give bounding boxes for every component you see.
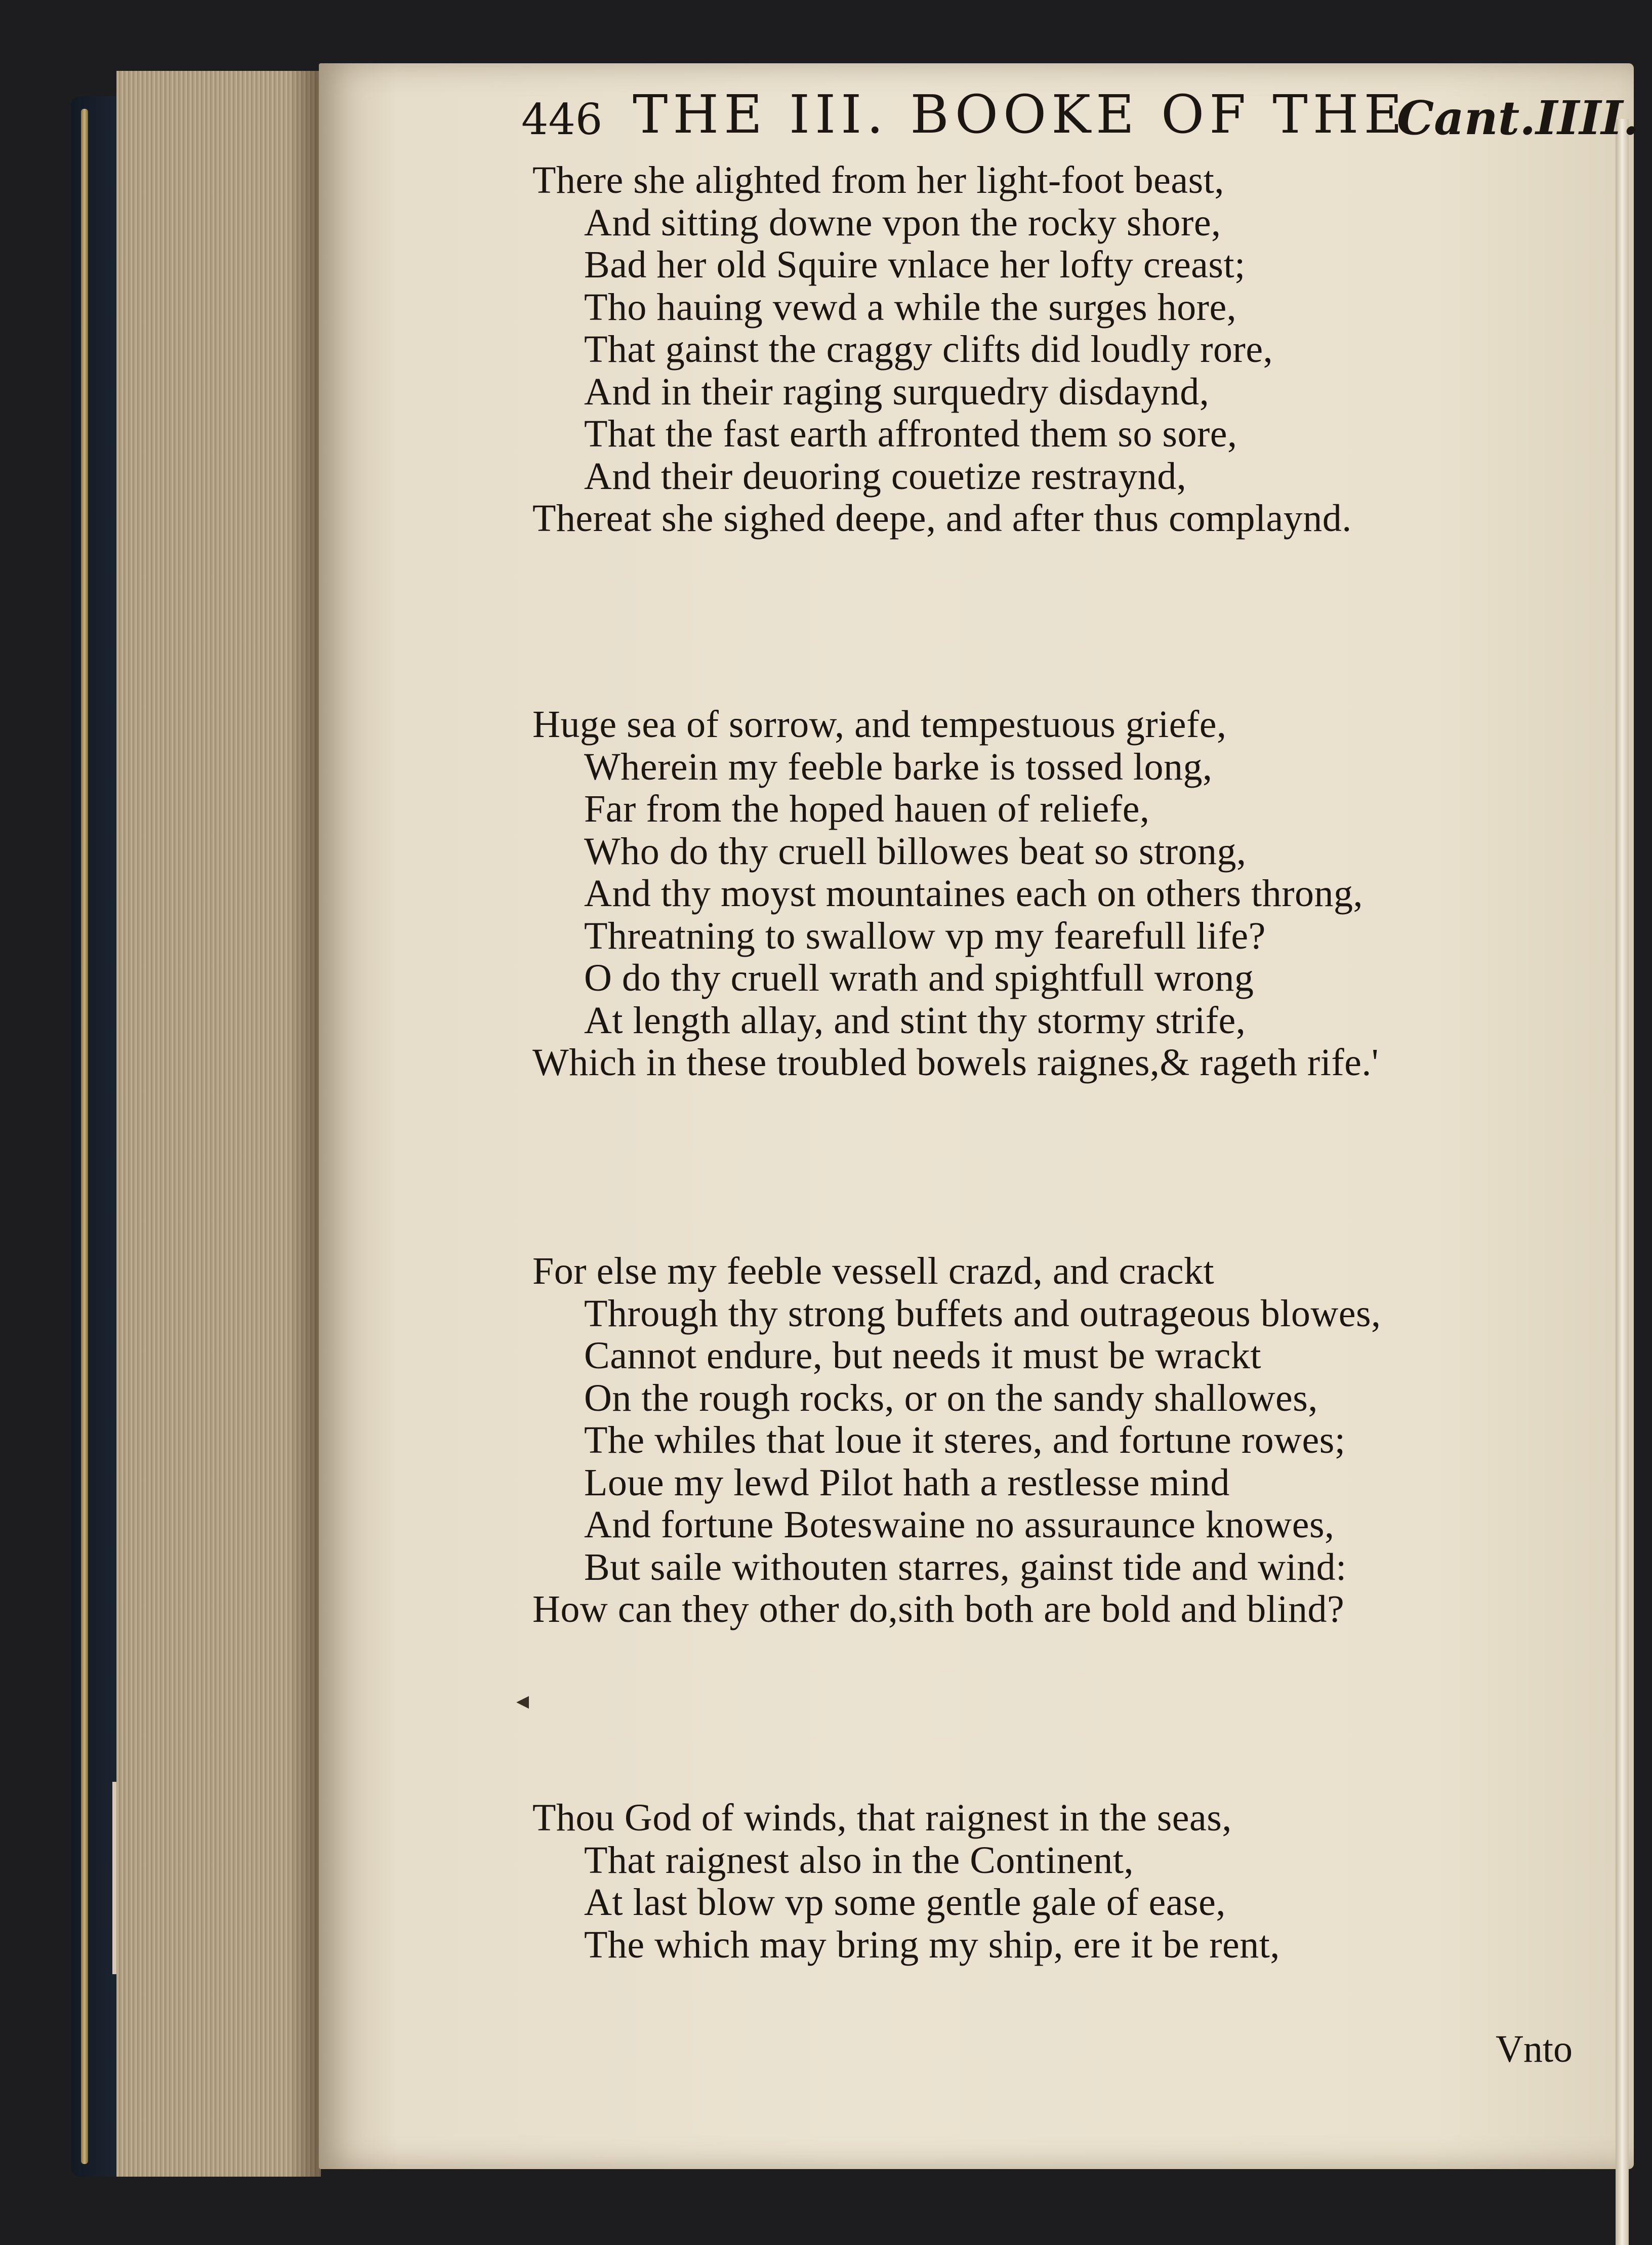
verse-line: At last blow vp some gentle gale of ease, <box>584 1881 1226 1924</box>
verse-line: Through thy strong buffets and outrageous blowes, <box>584 1292 1381 1335</box>
verse-line: Loue my lewd Pilot hath a restlesse mind <box>584 1461 1230 1504</box>
page-block-edge <box>116 71 321 2177</box>
verse-line: Bad her old Squire vnlace her lofty creast; <box>584 243 1246 286</box>
verse-line: How can they other do,sith both are bold and blind? <box>532 1588 1345 1630</box>
margin-mark: ◂ <box>516 1686 529 1715</box>
verse-line: And in their raging surquedry disdaynd, <box>584 370 1210 413</box>
verse-line: Thou God of winds, that raignest in the seas, <box>532 1797 1232 1839</box>
cover-gilt-edge <box>81 109 88 2164</box>
page-text <box>319 63 1639 2169</box>
verse-line: But saile withouten starres, gainst tide and wind: <box>584 1545 1347 1588</box>
verse-line: And fortune Boteswaine no assuraunce knowes, <box>584 1503 1335 1546</box>
verse-line: Huge sea of sorrow, and tempestuous griefe, <box>532 703 1227 746</box>
verse-line: And thy moyst mountaines each on others throng, <box>584 872 1364 915</box>
book-page <box>319 63 1639 2169</box>
verse-line: Who do thy cruell billowes beat so strong, <box>584 830 1247 873</box>
stanza-4 <box>532 1797 1621 1966</box>
verse-line: Tho hauing vewd a while the surges hore, <box>584 285 1237 329</box>
verse-line: The whiles that loue it steres, and fortune rowes; <box>584 1419 1346 1461</box>
running-title: THE III. BOOKE OF THE <box>633 84 1408 145</box>
verse-line: That gainst the craggy clifts did loudly rore, <box>584 328 1273 371</box>
stanza-3 <box>532 1250 1621 1631</box>
verse-line: Thereat she sighed deepe, and after thus complaynd. <box>532 497 1352 540</box>
verse-line: At length allay, and stint thy stormy strife, <box>584 999 1246 1042</box>
verse-line: Cannot endure, but needs it must be wrackt <box>584 1334 1262 1377</box>
stanza-1 <box>532 159 1621 540</box>
verse-line: O do thy cruell wrath and spightfull wrong <box>584 957 1254 999</box>
verse-line: And their deuoring couetize restraynd, <box>584 455 1187 498</box>
running-header <box>521 84 1639 159</box>
verse-line: Which in these troubled bowels raignes,& rageth rife.' <box>532 1041 1379 1084</box>
page-number: 446 <box>521 95 603 144</box>
verse-line: Threatning to swallow vp my fearefull life? <box>584 914 1266 957</box>
verse-line: And sitting downe vpon the rocky shore, <box>584 201 1221 244</box>
verse-line: For else my feeble vessell crazd, and crackt <box>532 1250 1215 1292</box>
stanza-2 <box>532 704 1621 1084</box>
verse-line: There she alighted from her light-foot beast, <box>532 159 1224 201</box>
catchword: Vnto <box>1496 2028 1573 2070</box>
verse-line: Wherein my feeble barke is tossed long, <box>584 745 1213 788</box>
canto-label: Cant.IIII. <box>1397 91 1639 145</box>
verse-line: That raignest also in the Continent, <box>584 1839 1134 1882</box>
verse-line: Far from the hoped hauen of reliefe, <box>584 788 1150 830</box>
verse-line: The which may bring my ship, ere it be rent, <box>584 1923 1280 1966</box>
verse-line: On the rough rocks, or on the sandy shallowes, <box>584 1376 1318 1419</box>
verse-line: That the fast earth affronted them so sore, <box>584 413 1237 455</box>
